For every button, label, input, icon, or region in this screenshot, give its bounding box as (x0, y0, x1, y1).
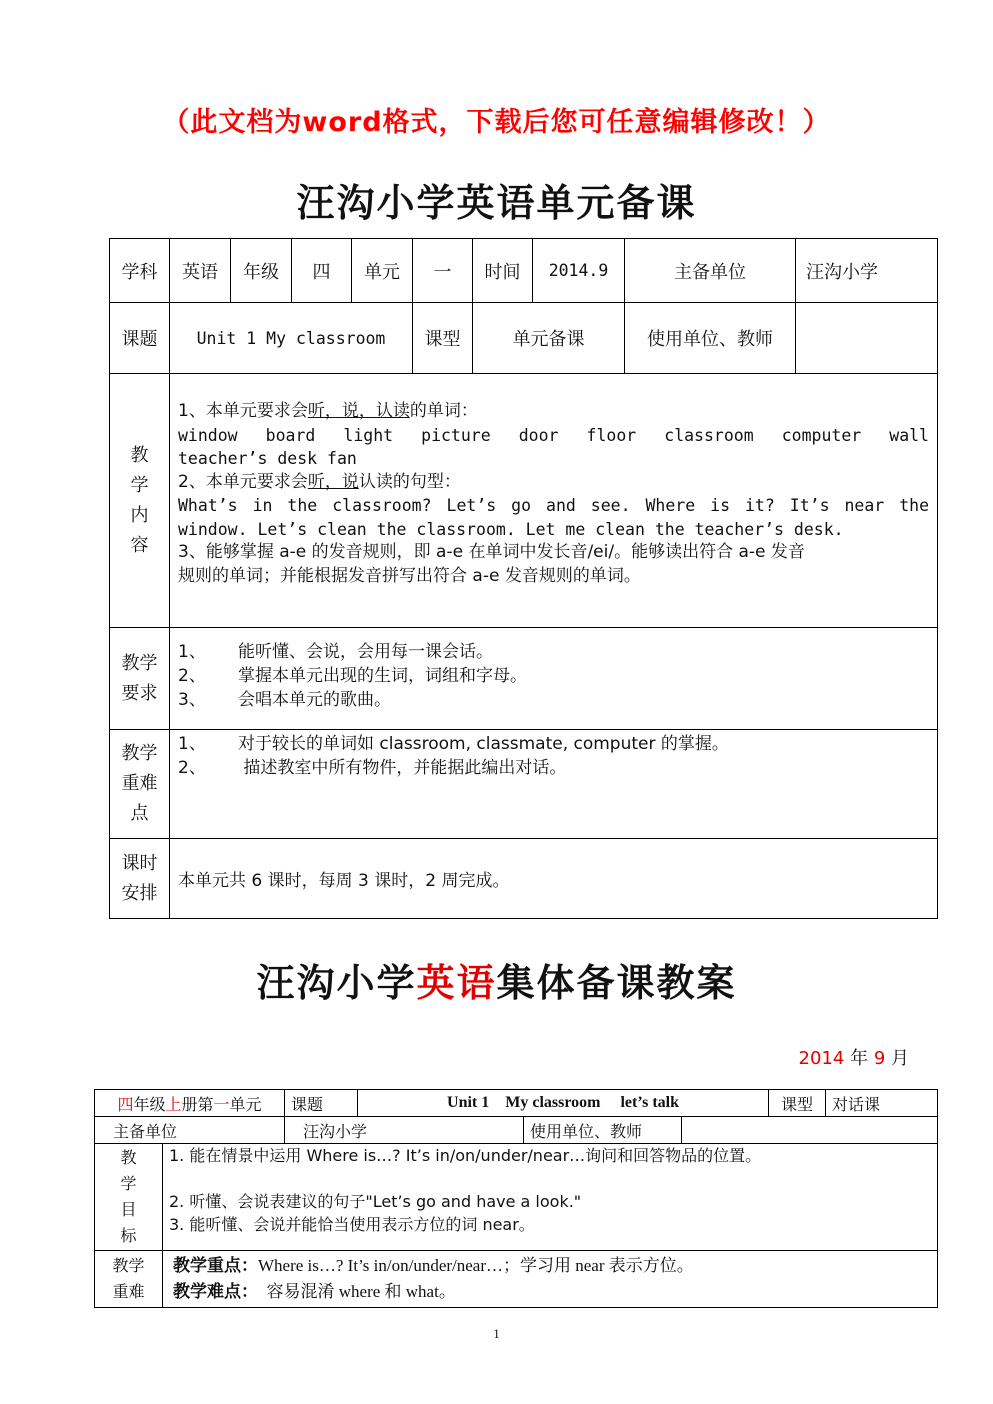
requirement-item: 1、 能听懂、会说，会用每一课会话。 (178, 642, 493, 662)
schedule-label: 课时 安排 (110, 839, 170, 919)
content-line-2: 2、本单元要求会听，说认读的句型： (178, 471, 461, 492)
difficulty-item: 1、 对于较长的单词如 classroom, classmate, computer 的掌握。 (178, 734, 729, 754)
lesson-users-value (682, 1117, 938, 1144)
sentence-line-2: window. Let’s clean the classroom. Let me clean the teacher’s desk. (178, 519, 844, 539)
plan-date: 2014 年 9 月 (798, 1048, 909, 1069)
goal-item: 1. 能在情景中运用 Where is…? It’s in/on/under/near…询问和回答物品的位置。 (169, 1146, 762, 1165)
content-line-3: 3、能够掌握 a-e 的发音规则，即 a-e 在单词中发长音/ei/。能够读出符合 a-e 发音 (178, 542, 805, 562)
page-number: 1 (493, 1326, 500, 1341)
lesson-type-value: 对话课 (826, 1090, 938, 1117)
grade-value: 四 (292, 239, 352, 303)
goal-item: 3. 能听懂、会说并能恰当使用表示方位的词 near。 (169, 1215, 535, 1234)
requirements-label: 教学 要求 (110, 628, 170, 730)
difficulty-item: 2、 描述教室中所有物件，并能据此编出对话。 (178, 758, 567, 778)
requirements-cell (170, 628, 938, 730)
host-value: 汪沟小学 (796, 239, 938, 303)
content-line-4: 规则的单词；并能根据发音拼写出符合 a-e 发音规则的单词。 (178, 565, 641, 586)
lesson-topic-value: Unit 1 My classroom let’s talk (358, 1090, 769, 1117)
sentence-line-1: What’s in the classroom? Let’s go and see. Where is it? It’s near the (178, 496, 929, 515)
time-label: 时间 (473, 239, 533, 303)
unit-label: 单元 (352, 239, 413, 303)
page-title: 汪沟小学英语单元备课 (296, 180, 697, 225)
host-label: 主备单位 (625, 239, 796, 303)
difficulties-label: 教学 重难 点 (110, 730, 170, 839)
difficulties-cell (170, 730, 938, 839)
requirement-item: 2、 掌握本单元出现的生词，词组和字母。 (178, 666, 527, 686)
content-cell (170, 374, 938, 628)
grade-volume-unit: 四年级上册第一单元 (95, 1090, 285, 1117)
keypoints-cell (163, 1251, 938, 1308)
lesson-host-value: 汪沟小学 (285, 1117, 524, 1144)
unit-plan-table (109, 238, 938, 919)
subject-value: 英语 (170, 239, 231, 303)
subject-label: 学科 (110, 239, 170, 303)
lesson-host-label: 主备单位 (95, 1117, 285, 1144)
schedule-cell: 本单元共 6 课时，每周 3 课时，2 周完成。 (170, 839, 938, 919)
lesson-plan-title: 汪沟小学英语集体备课教案 (256, 960, 737, 1005)
type-value: 单元备课 (473, 303, 625, 374)
requirement-item: 3、 会唱本单元的歌曲。 (178, 690, 391, 710)
keypoint-item: 教学重点：Where is…? It’s in/on/under/near…；学习用 near 表示方位。 (173, 1256, 694, 1276)
keypoint-item: 教学难点： 容易混淆 where 和 what。 (173, 1282, 456, 1302)
goal-item: 2. 听懂、会说表建议的句子"Let’s go and have a look." (169, 1192, 582, 1211)
users-label: 使用单位、教师 (625, 303, 796, 374)
lesson-plan-table (94, 1089, 938, 1308)
content-line-1: 1、本单元要求会听，说，认读的单词： (178, 401, 478, 421)
topic-label: 课题 (110, 303, 170, 374)
lesson-type-label: 课型 (769, 1090, 826, 1117)
unit-value: 一 (413, 239, 473, 303)
word-list-2: teacher’s desk fan (178, 449, 357, 468)
goals-label: 教 学 目 标 (95, 1144, 163, 1251)
lesson-users-label: 使用单位、教师 (524, 1117, 682, 1144)
users-value (796, 303, 938, 374)
lesson-topic-label: 课题 (285, 1090, 358, 1117)
type-label: 课型 (413, 303, 473, 374)
keypoints-label: 教学 重难 (95, 1251, 163, 1308)
editable-notice: （此文档为word格式，下载后您可任意编辑修改！） (162, 107, 831, 138)
content-label: 教 学 内 容 (110, 374, 170, 628)
time-value: 2014.9 (533, 239, 625, 303)
grade-label: 年级 (231, 239, 292, 303)
goals-cell (163, 1144, 938, 1251)
word-list-1: window board light picture door floor classroom computer wall (178, 425, 929, 445)
topic-value: Unit 1 My classroom (170, 303, 413, 374)
